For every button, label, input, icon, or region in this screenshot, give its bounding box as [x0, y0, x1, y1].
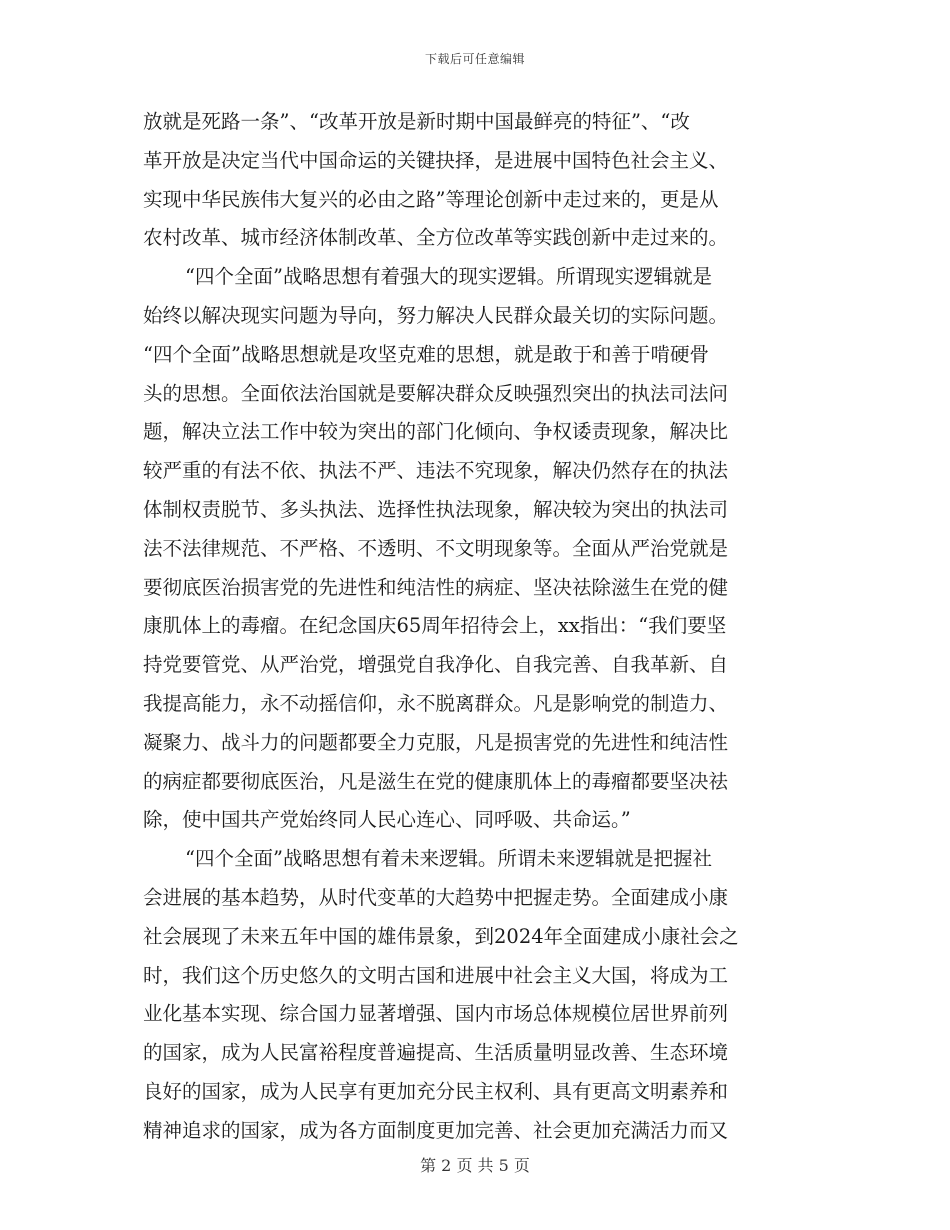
text-line: 社会展现了未来五年中国的雄伟景象，到2024年全面建成小康社会之 — [143, 924, 739, 948]
document-body — [143, 103, 807, 1151]
text-line: 会进展的基本趋势，从时代变革的大趋势中把握走势。全面建成小康 — [143, 885, 729, 909]
text-line: 放就是死路一条”、“改革开放是新时期中国最鲜亮的特征”、“改 — [143, 110, 690, 133]
text-line: 时，我们这个历史悠久的文明古国和进展中社会主义大国，将成为工 — [143, 963, 729, 987]
text-line: 题，解决立法工作中较为突出的部门化倾向、争权诿责现象，解决比 — [143, 420, 729, 444]
text-line: 持党要管党、从严治党，增强党自我净化、自我完善、自我革新、自 — [143, 653, 729, 677]
paragraph-start-line: “四个全面”战略思想有着强大的现实逻辑。所谓现实逻辑就是 — [185, 265, 712, 289]
text-line: 要彻底医治损害党的先进性和纯洁性的病症、坚决祛除滋生在党的健 — [143, 575, 729, 599]
text-line: 体制权责脱节、多头执法、选择性执法现象，解决较为突出的执法司 — [143, 497, 729, 521]
text-line: 法不法律规范、不严格、不透明、不文明现象等。全面从严治党就是 — [143, 536, 729, 560]
paragraph-start-line: “四个全面”战略思想有着未来逻辑。所谓未来逻辑就是把握社 — [185, 847, 712, 871]
text-line: 始终以解决现实问题为导向，努力解决人民群众最关切的实际问题。 — [143, 303, 729, 327]
text-line: 革开放是决定当代中国命运的关键抉择，是进展中国特色社会主义、 — [143, 148, 729, 172]
text-line: 康肌体上的毒瘤。在纪念国庆65周年招待会上，xx指出：“我们要坚 — [143, 614, 727, 638]
text-line: “四个全面”战略思想就是攻坚克难的思想，就是敢于和善于啃硬骨 — [143, 342, 709, 366]
text-line: 较严重的有法不依、执法不严、违法不究现象，解决仍然存在的执法 — [143, 459, 729, 483]
text-line: 的国家，成为人民富裕程度普遍提高、生活质量明显改善、生态环境 — [143, 1041, 729, 1065]
text-line: 凝聚力、战斗力的问题都要全力克服，凡是损害党的先进性和纯洁性 — [143, 730, 729, 754]
text-line: 农村改革、城市经济体制改革、全方位改革等实践创新中走过来的。 — [143, 226, 729, 250]
page-footer: 第 2 页 共 5 页 — [420, 1156, 530, 1175]
text-line: 除，使中国共产党始终同人民心连心、同呼吸、共命运。” — [143, 808, 631, 832]
text-line: 头的思想。全面依法治国就是要解决群众反映强烈突出的执法司法问 — [143, 381, 729, 405]
page-header: 下载后可任意编辑 — [424, 52, 525, 66]
text-line: 精神追求的国家，成为各方面制度更加完善、社会更加充满活力而又 — [143, 1118, 729, 1142]
text-line: 业化基本实现、综合国力显著增强、国内市场总体规模位居世界前列 — [143, 1002, 729, 1026]
text-line: 的病症都要彻底医治，凡是滋生在党的健康肌体上的毒瘤都要坚决祛 — [143, 769, 729, 793]
text-line: 我提高能力，永不动摇信仰，永不脱离群众。凡是影响党的制造力、 — [143, 691, 729, 715]
text-line: 良好的国家，成为人民享有更加充分民主权利、具有更高文明素养和 — [143, 1079, 729, 1103]
text-line: 实现中华民族伟大复兴的必由之路”等理论创新中走过来的，更是从 — [143, 187, 719, 211]
